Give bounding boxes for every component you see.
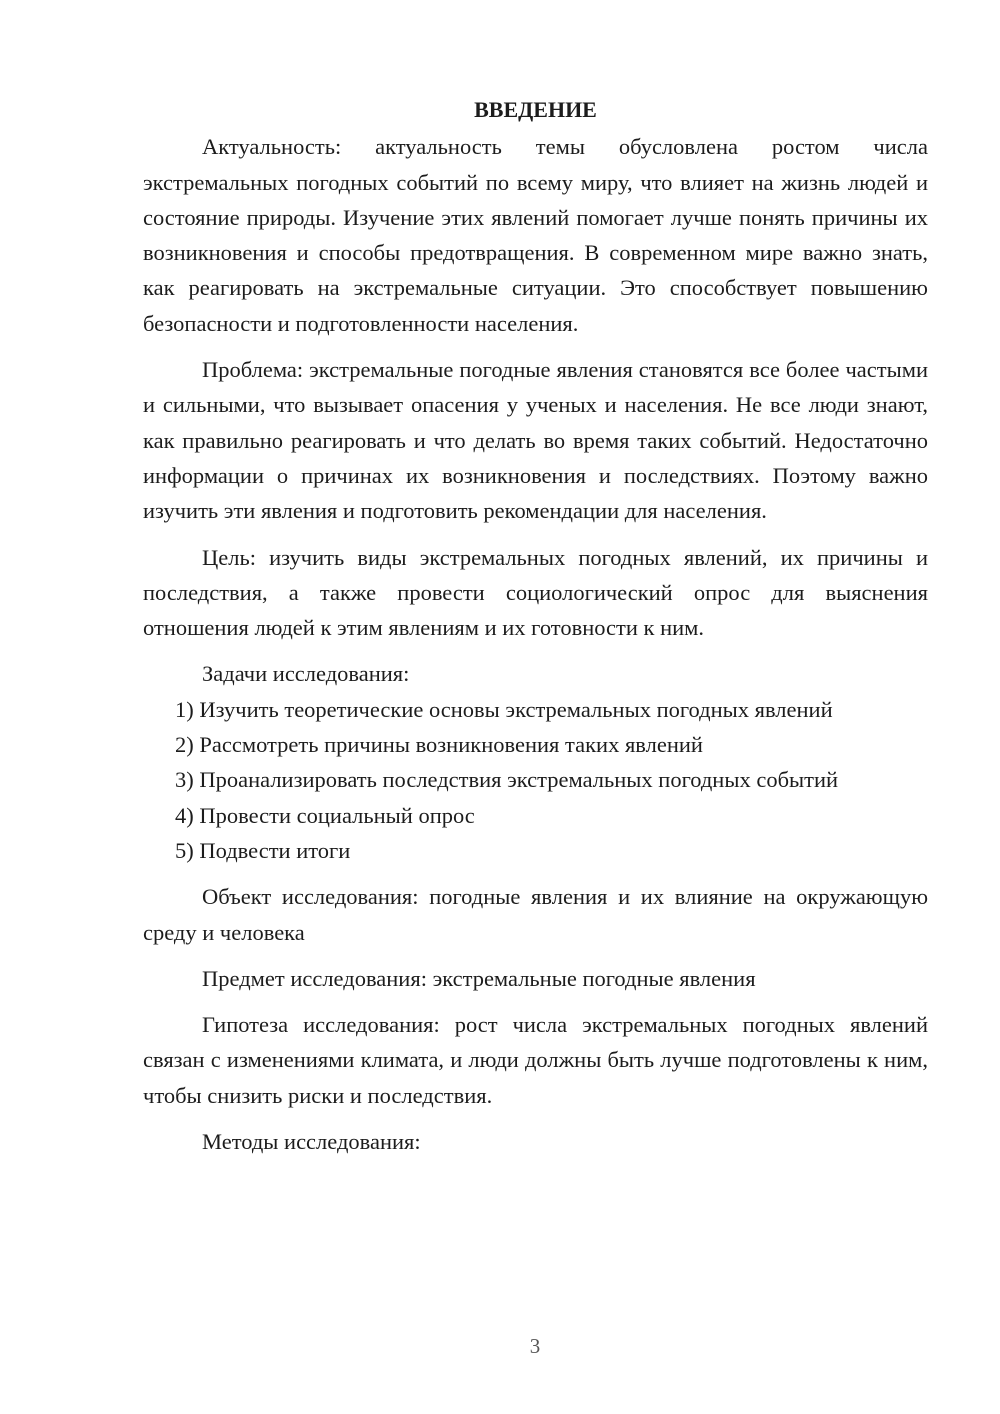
- problem-paragraph: Проблема: экстремальные погодные явления становятся все более частыми и сильными, что вызывает опасения у ученых и населения. Не все люди знают, как правильно реагировать и что делать во время таких событий. Недостаточно информации о причинах их возникновения и последствиях. Поэтому важно изучить эти явления и подготовить рекомендации для населения.: [143, 357, 928, 524]
- task-item-2: 2) Рассмотреть причины возникновения таких явлений: [175, 732, 703, 758]
- goal-paragraph: Цель: изучить виды экстремальных погодных явлений, их причины и последствия, а также провести социологический опрос для выяснения отношения людей к этим явлениям и их готовности к ним.: [143, 544, 928, 641]
- document-page: [143, 92, 928, 1159]
- task-item-5: 5) Подвести итоги: [175, 837, 351, 863]
- subject-paragraph: Предмет исследования: экстремальные погодные явления: [202, 965, 756, 991]
- methods-title: Методы исследования:: [202, 1129, 421, 1155]
- hypothesis-paragraph: Гипотеза исследования: рост числа экстремальных погодных явлений связан с изменениями климата, и люди должны быть лучше подготовлены к ним, чтобы снизить риски и последствия.: [143, 1012, 928, 1108]
- task-item-1: 1) Изучить теоретические основы экстремальных погодных явлений: [175, 696, 833, 722]
- task-item-4: 4) Провести социальный опрос: [175, 802, 475, 828]
- task-item-3: 3) Проанализировать последствия экстремальных погодных событий: [175, 767, 839, 793]
- page-title: ВВЕДЕНИЕ: [474, 97, 597, 122]
- tasks-title: Задачи исследования:: [202, 661, 410, 687]
- page-number: 3: [529, 1334, 541, 1358]
- object-paragraph: Объект исследования: погодные явления и их влияние на окружающую среду и человека: [143, 884, 928, 945]
- relevance-paragraph: Актуальность: актуальность темы обусловлена ростом числа экстремальных погодных событий по всему миру, что влияет на жизнь людей и состояние природы. Изучение этих явлений помогает лучше понять причины их возникновения и способы предотвращения. В современном мире важно знать, как реагировать на экстремальные ситуации. Это способствует повышению безопасности и подготовленности населения.: [143, 134, 928, 336]
